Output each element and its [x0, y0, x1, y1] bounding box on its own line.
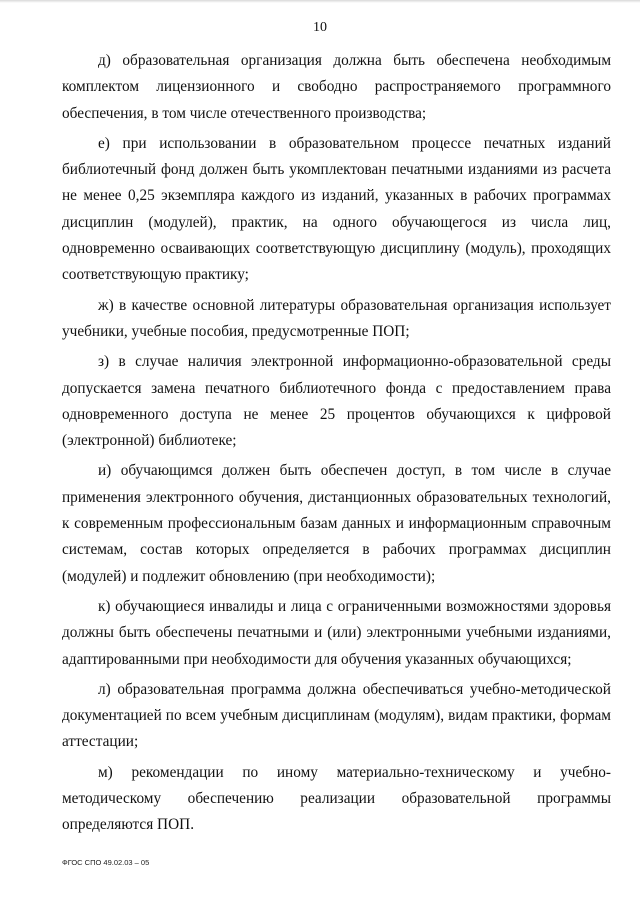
paragraph-m: м) рекомендации по иному материально-техническому и учебно-методическому обеспечению реализации образовательной программы определяются ПОП. — [62, 763, 611, 834]
paragraph-k: к) обучающиеся инвалиды и лица с ограниченными возможностями здоровья должны быть обеспечены печатными и (или) электронными учебными изданиями, адаптированными при необходимости для обучения указанных обучающихся; — [62, 597, 611, 668]
paragraph-zh: ж) в качестве основной литературы образовательная организация использует учебники, учебные пособия, предусмотренные ПОП; — [62, 296, 611, 340]
document-body — [62, 48, 611, 839]
paragraph-e: е) при использовании в образовательном процессе печатных изданий библиотечный фонд должен быть укомплектован печатными изданиями из расчета не менее 0,25 экземпляра каждого из изданий, указанных в рабочих программах дисциплин (модулей), практик, на одного обучающегося из числа лиц, одновременно осваивающих соответствующую дисциплину (модуль), проходящих соответствующую практику; — [62, 134, 611, 284]
page-number: 10 — [313, 20, 327, 35]
paragraph-i: и) обучающимся должен быть обеспечен доступ, в том числе в случае применения электронного обучения, дистанционных образовательных технологий, к современным профессиональным базам данных и информационным справочным системам, состав которых определяется в рабочих программах дисциплин (модулей) и подлежит обновлению (при необходимости); — [62, 462, 611, 585]
paragraph-d: д) образовательная организация должна быть обеспечена необходимым комплектом лицензионного и свободно распространяемого программного обеспечения, в том числе отечественного производства; — [62, 52, 611, 122]
paragraph-l: л) образовательная программа должна обеспечиваться учебно-методической документацией по всем учебным дисциплинам (модулям), видам практики, формам аттестации; — [62, 680, 611, 751]
scan-edge — [0, 0, 640, 3]
paragraph-z: з) в случае наличия электронной информационно-образовательной среды допускается замена печатного библиотечного фонда с предоставлением права одновременного доступа не менее 25 процентов обучающихся к цифровой (электронной) библиотеке; — [62, 353, 611, 450]
document-code-footer: ФГОС СПО 49.02.03 – 05 — [62, 858, 150, 867]
